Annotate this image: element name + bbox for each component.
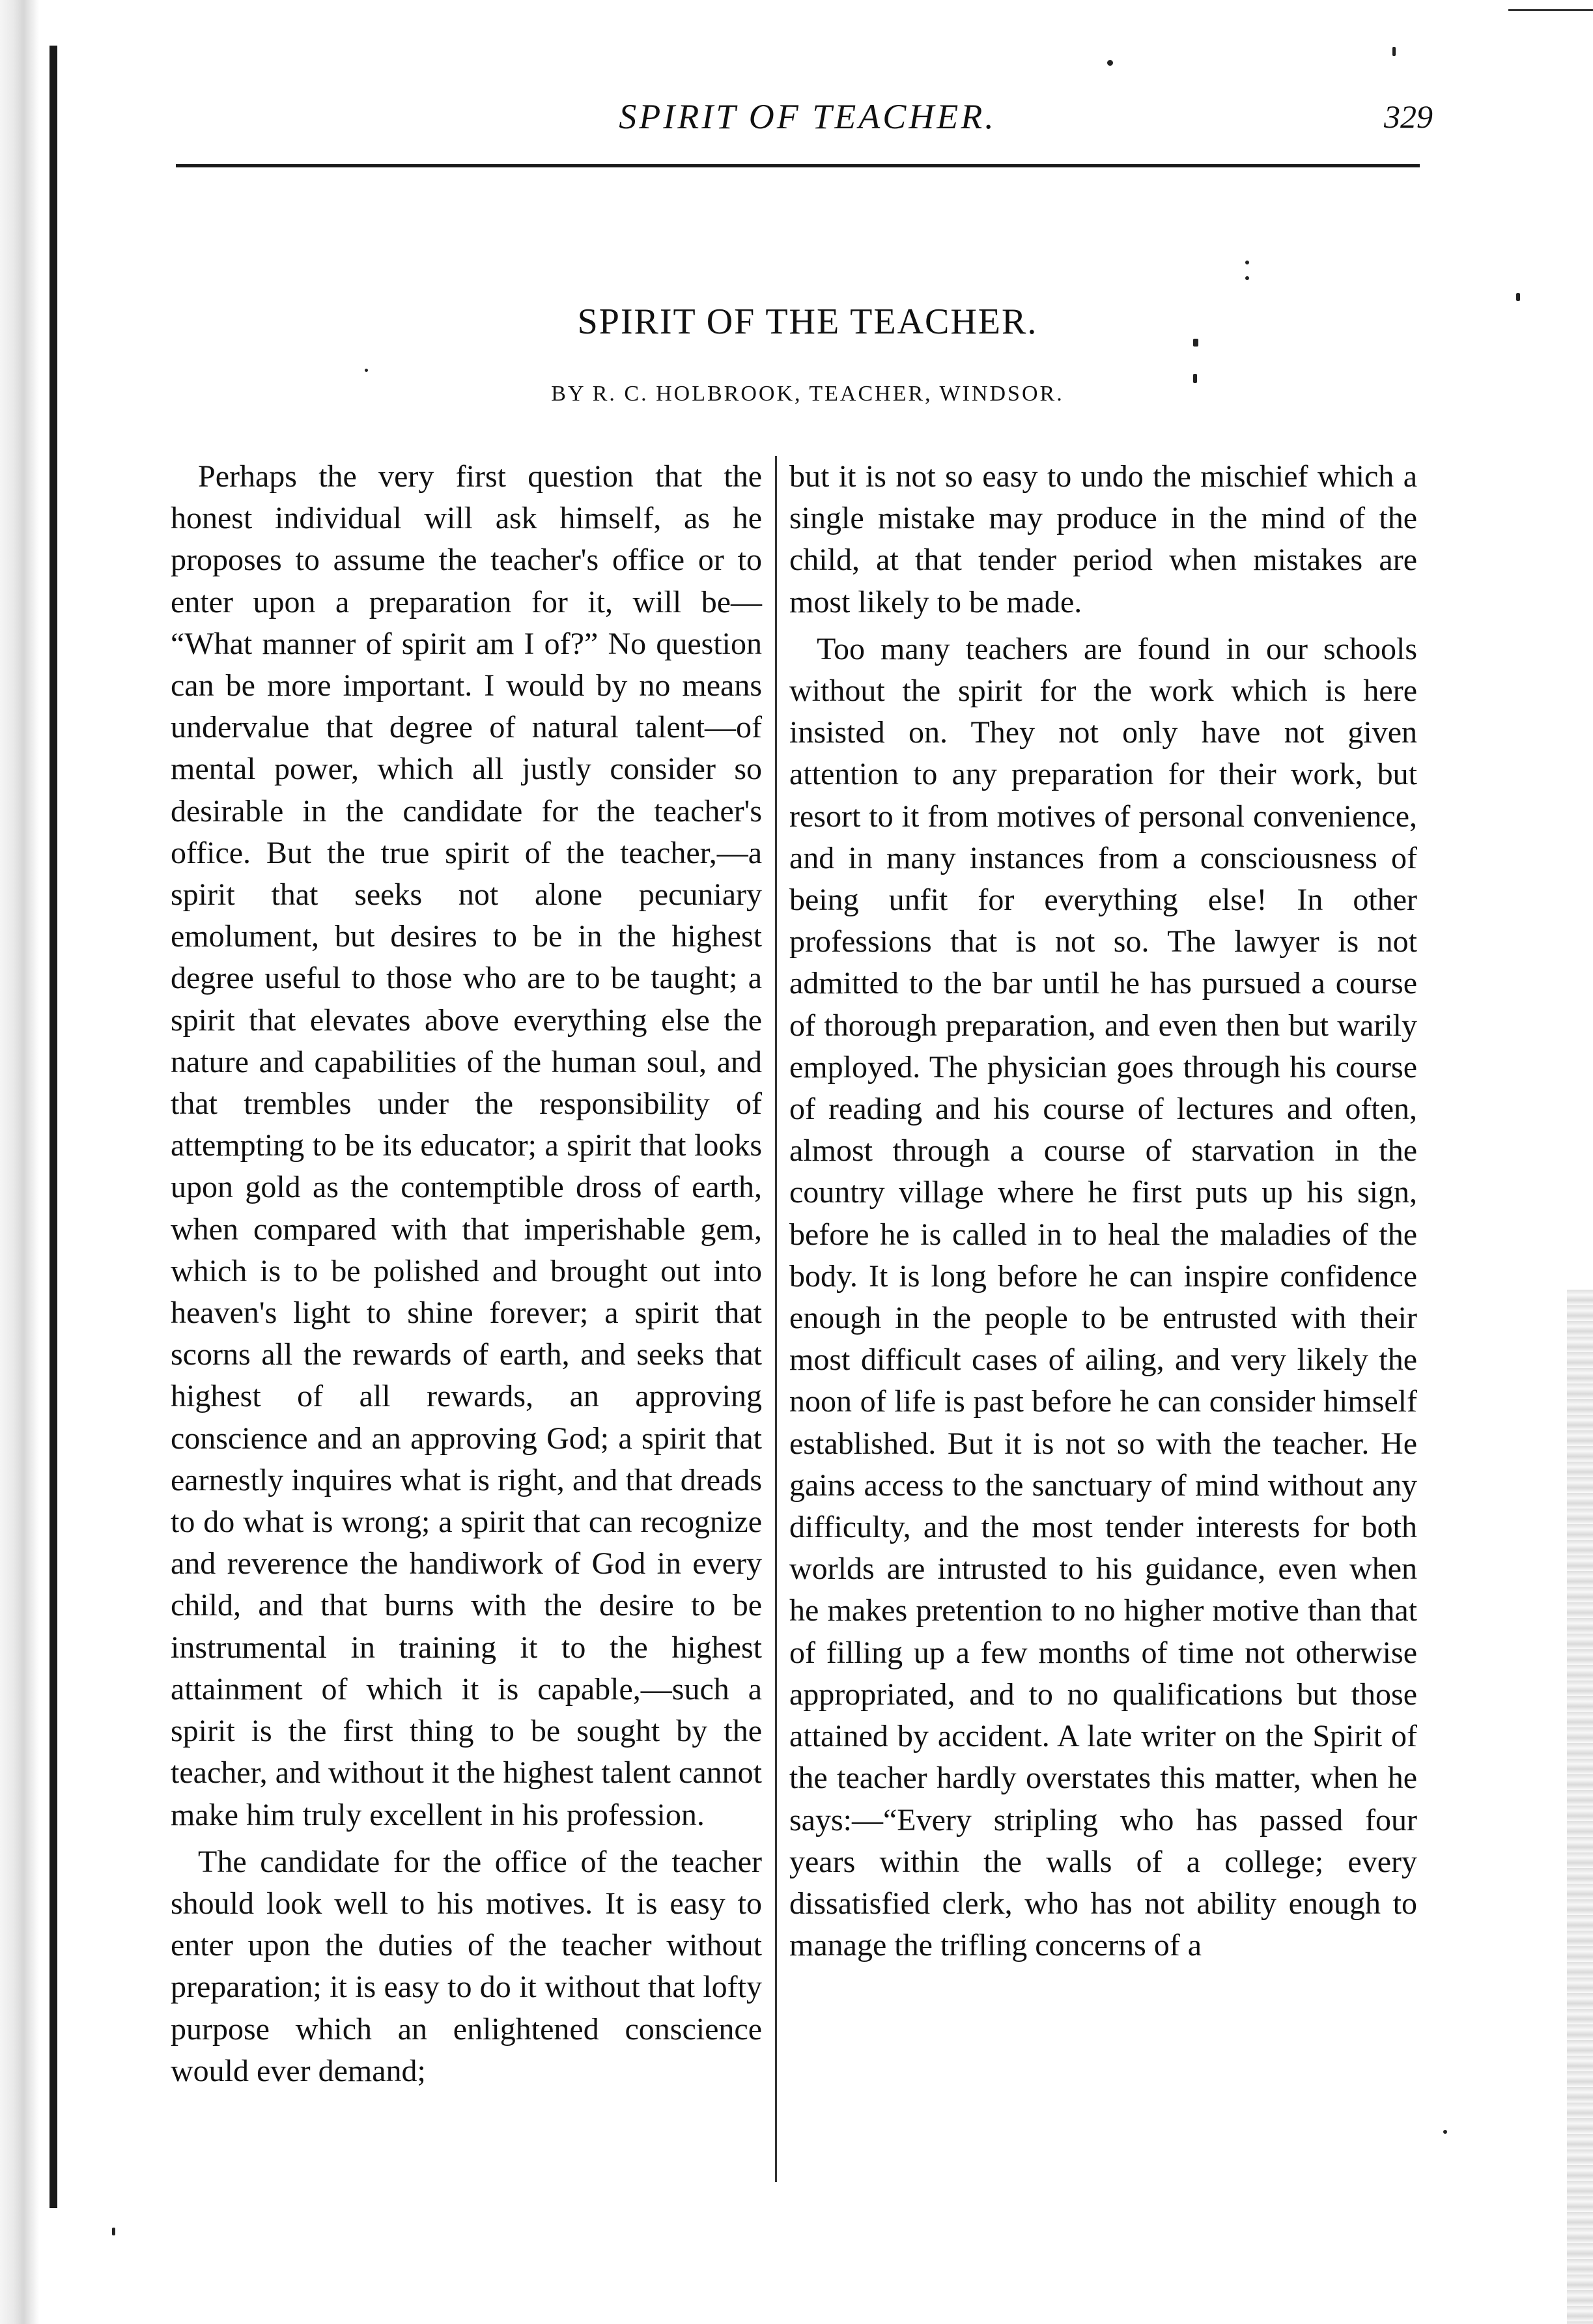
ink-speck: [365, 369, 368, 372]
ink-speck: [1107, 60, 1113, 66]
right-column: [789, 456, 1417, 1972]
ink-speck: [1516, 293, 1520, 301]
page-number: 329: [1384, 98, 1433, 135]
left-column: [171, 456, 762, 2097]
ink-speck: [1443, 2130, 1447, 2134]
running-header: [156, 96, 1459, 149]
running-title: SPIRIT OF TEACHER.: [619, 97, 996, 136]
page-binding-edge: [0, 0, 39, 2324]
header-rule: [176, 164, 1420, 167]
paragraph: Perhaps the very first question that the honest individual will ask himself, as he proposes to assume the teacher's office or to enter upon a preparation for it, will be— “What manner of spirit am I of?” No question can be more important. I would by no means undervalue that degree of natural talent—of mental power, which all justly consider so desirable in the candidate for the teacher's office. But the true spirit of the teacher,—a spirit that seeks not alone pecuniary emolument, but desires to be in the highest degree useful to those who are to be taught; a spirit that elevates above everything else the nature and capabilities of the human soul, and that trembles under the responsibility of attempting to be its educator; a spirit that looks upon gold as the contemptible dross of earth, when compared with that imperishable gem, which is to be polished and brought out into heaven's light to shine forever; a spirit that scorns all the rewards of earth, and seeks that highest of all rewards, an approving conscience and an approving God; a spirit that earnestly inquires what is right, and that dreads to do what is wrong; a spirit that can recognize and reverence the handiwork of God in every child, and that burns with the desire to be instrumental in training it to the highest attainment of which it is capable,—such a spirit is the first thing to be sought by the teacher, and without it the highest talent cannot make him truly excellent in his profession.: [171, 459, 762, 1832]
top-corner-rule: [1508, 9, 1593, 11]
left-margin-rule: [49, 46, 57, 2208]
column-divider: [775, 456, 777, 2182]
ink-speck: [1245, 261, 1249, 264]
paragraph: The candidate for the office of the teacher should look well to his motives. It is easy to enter upon the duties of the teacher without preparation; it is easy to do it without that lofty purpose which an enlightened conscience would ever demand;: [171, 1844, 762, 2088]
ink-speck: [1245, 276, 1249, 280]
ink-speck: [1193, 374, 1197, 383]
ink-speck: [1392, 47, 1396, 56]
paragraph: Too many teachers are found in our schools without the spirit for the work which is here insisted on. They not only have not given attention to any preparation for their work, but resort to it from motives of personal convenience, and in many instances from a consciousness of being unfit for everything else! In other professions that is not so. The lawyer is not admitted to the bar until he has pursued a course of thorough preparation, and even then but warily employed. The physician goes through his course of reading and his course of lectures and often, almost through a course of starvation in the country village where he first puts up his sign, before he is called in to heal the maladies of the body. It is long before he can inspire confidence enough in the people to be entrusted with their most difficult cases of ailing, and very likely the noon of life is past before he can consider himself established. But it is not so with the teacher. He gains access to the sanctuary of mind without any difficulty, and the most tender interests for both worlds are intrusted to his guidance, even when he makes pretention to no higher motive than that of filling up a few months of time not otherwise appropriated, and to no qualifications but those attained by accident. A late writer on the Spirit of the teacher hardly overstates this matter, when he says:—“Every stripling who has passed four years within the walls of a college; every dissatisfied clerk, who has not ability enough to manage the trifling concerns of a: [789, 631, 1417, 1963]
right-page-edge: [1567, 1290, 1593, 2324]
ink-speck: [112, 2228, 115, 2235]
article-byline: BY R. C. HOLBROOK, TEACHER, WINDSOR.: [551, 382, 1064, 406]
ink-speck: [1193, 339, 1198, 347]
article-title: SPIRIT OF THE TEACHER.: [577, 302, 1038, 342]
paragraph-continued: but it is not so easy to undo the mischief which a single mistake may produce in the mind of the child, at that tender period when mistakes are most likely to be made.: [789, 459, 1417, 619]
